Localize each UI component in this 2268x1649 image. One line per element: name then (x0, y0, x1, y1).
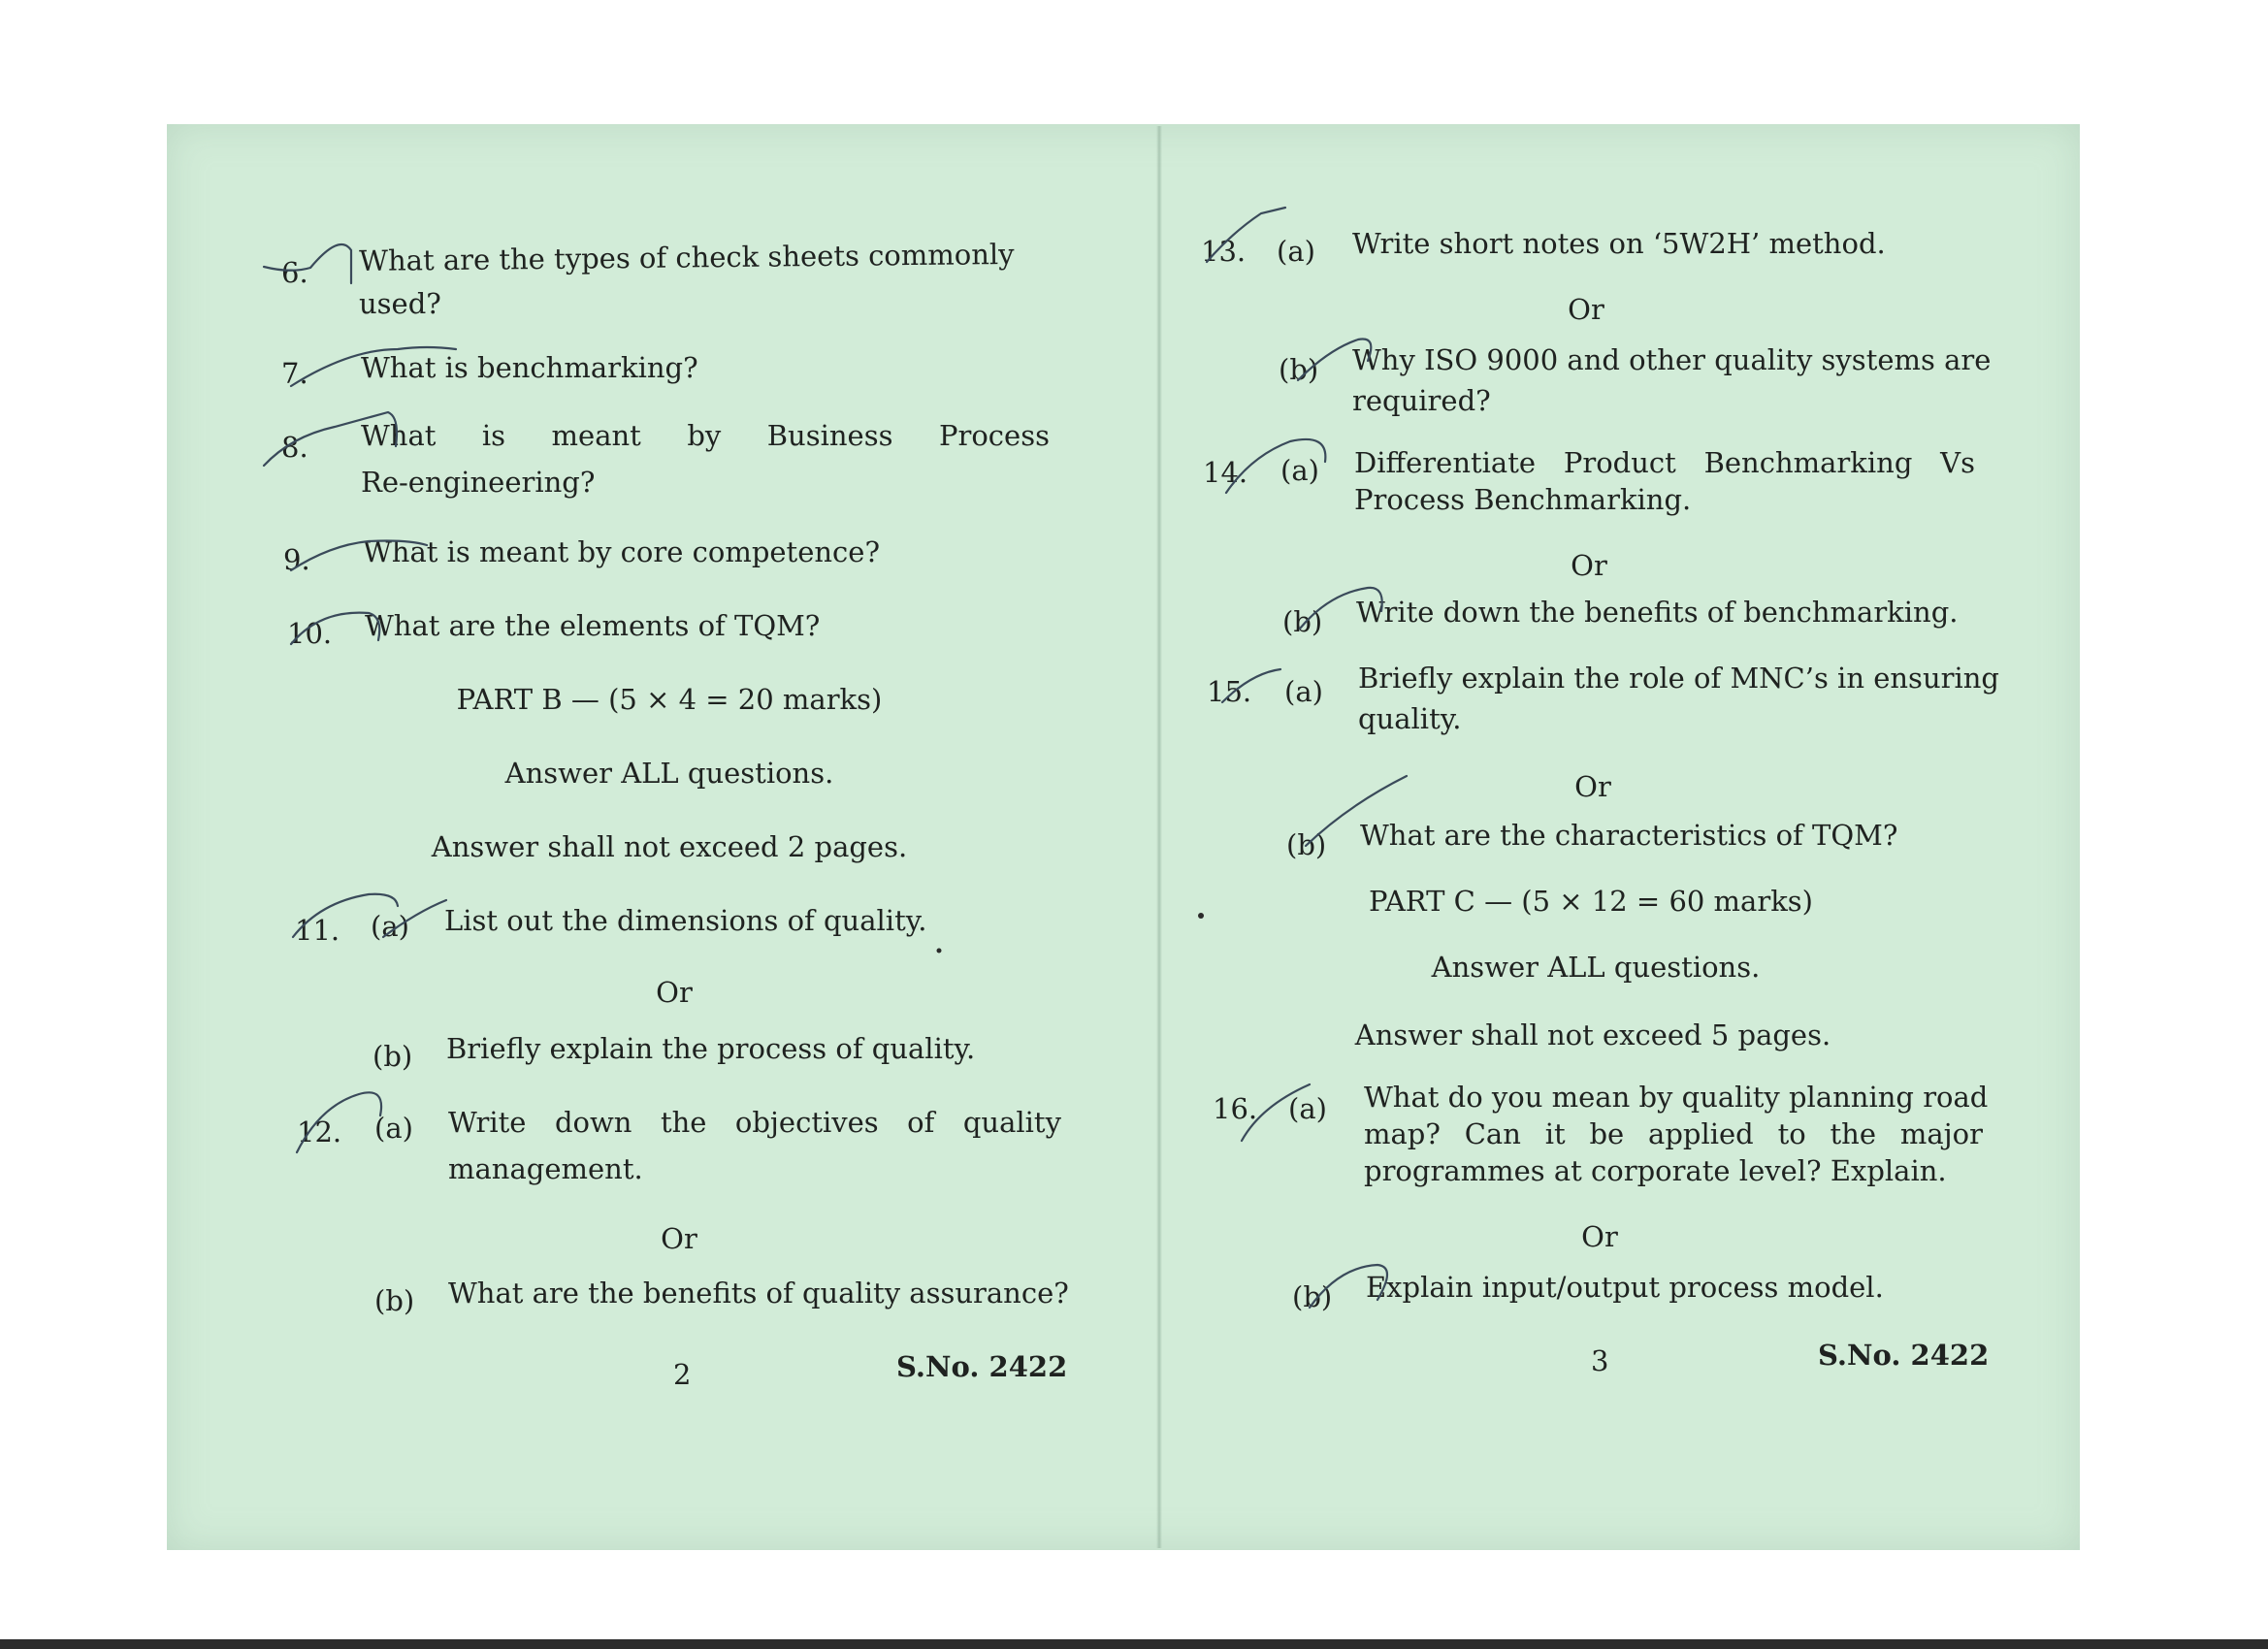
word: Process (938, 419, 1050, 452)
question-text: quality. (1358, 702, 1462, 735)
question-text-justified (1354, 444, 1975, 481)
or-divider: Or (1574, 770, 1611, 803)
word: meant (551, 419, 641, 452)
part-b-instruction: Answer ALL questions. (504, 757, 834, 790)
word: be (1589, 1117, 1625, 1150)
word: the (1830, 1117, 1877, 1150)
word: to (1777, 1117, 1806, 1150)
question-number: 11. (295, 914, 340, 947)
word: Can (1464, 1117, 1521, 1150)
or-divider: Or (1568, 293, 1604, 326)
option-label: (b) (373, 1040, 413, 1073)
word: the (660, 1106, 707, 1139)
option-label: (a) (1277, 235, 1315, 268)
option-label: (b) (1282, 605, 1323, 638)
question-text-justified (361, 417, 1050, 454)
question-text: What are the benefits of quality assurance? (448, 1277, 1069, 1310)
word: What (361, 419, 437, 452)
question-text: Write short notes on ‘5W2H’ method. (1352, 227, 1886, 260)
question-number: 6. (281, 256, 308, 289)
question-text: What are the elements of TQM? (365, 609, 821, 642)
question-text: Write down the benefits of benchmarking. (1356, 596, 1959, 629)
option-label: (a) (1280, 454, 1319, 487)
part-c-limit: Answer shall not exceed 5 pages. (1354, 1018, 1831, 1051)
serial-number: S.No. 2422 (896, 1350, 1068, 1383)
word: applied (1648, 1117, 1754, 1150)
option-label: (a) (374, 1112, 413, 1145)
part-c-instruction: Answer ALL questions. (1431, 951, 1761, 984)
word: by (687, 419, 722, 452)
word: quality (962, 1106, 1061, 1139)
or-divider: Or (661, 1222, 697, 1255)
option-label: (a) (371, 910, 409, 943)
word: Differentiate (1354, 446, 1537, 479)
word: Benchmarking (1703, 446, 1913, 479)
word: major (1899, 1117, 1983, 1150)
question-text: What is meant by core competence? (363, 535, 881, 568)
scanner-edge (0, 1639, 2268, 1649)
option-label: (b) (1279, 353, 1319, 386)
question-text: What are the types of check sheets commonly (359, 237, 1015, 277)
page-number: 2 (673, 1358, 692, 1391)
question-text: What do you mean by quality planning road (1364, 1081, 1989, 1114)
word: Product (1563, 446, 1676, 479)
word: is (481, 419, 506, 452)
or-divider: Or (1571, 549, 1607, 582)
option-label: (b) (1292, 1280, 1333, 1313)
question-text: List out the dimensions of quality. (444, 904, 927, 937)
question-text: Briefly explain the role of MNC’s in ensuring (1358, 662, 1999, 695)
question-text: Briefly explain the process of quality. (446, 1032, 976, 1065)
word: of (907, 1106, 935, 1139)
question-text: Why ISO 9000 and other quality systems are (1352, 343, 1992, 376)
part-b-title: PART B — (5 × 4 = 20 marks) (456, 683, 883, 716)
question-number: 9. (283, 543, 310, 576)
word: Vs (1940, 446, 1975, 479)
question-number: 16. (1213, 1092, 1258, 1125)
question-number: 13. (1201, 235, 1247, 268)
question-number: 12. (297, 1116, 342, 1148)
page-number: 3 (1591, 1344, 1609, 1377)
question-text: programmes at corporate level? Explain. (1364, 1154, 1947, 1187)
question-text: Process Benchmarking. (1354, 483, 1692, 516)
question-text: What are the characteristics of TQM? (1360, 819, 1898, 852)
question-number: 7. (281, 357, 308, 390)
question-text-justified (448, 1104, 1061, 1141)
word: Business (766, 419, 893, 452)
question-text: What is benchmarking? (361, 351, 698, 384)
question-text: management. (448, 1152, 643, 1185)
question-text-justified (1364, 1116, 1983, 1152)
question-number: 8. (281, 431, 308, 464)
option-label: (b) (374, 1284, 415, 1317)
question-text: Re-engineering? (361, 466, 596, 499)
serial-number: S.No. 2422 (1818, 1339, 1990, 1372)
question-number: 14. (1203, 456, 1248, 489)
word: down (554, 1106, 632, 1139)
word: Write (448, 1106, 527, 1139)
word: map? (1364, 1117, 1441, 1150)
word: objectives (734, 1106, 879, 1139)
question-text: required? (1352, 384, 1491, 417)
page-fold (1156, 126, 1162, 1548)
part-b-limit: Answer shall not exceed 2 pages. (431, 830, 908, 863)
question-number: 10. (287, 617, 333, 650)
word: it (1544, 1117, 1566, 1150)
or-divider: Or (656, 976, 693, 1009)
option-label: (b) (1286, 828, 1327, 861)
question-number: 15. (1207, 675, 1252, 708)
part-c-title: PART C — (5 × 12 = 60 marks) (1369, 885, 1813, 918)
question-text: used? (359, 287, 441, 320)
question-text: Explain input/output process model. (1366, 1271, 1884, 1304)
option-label: (a) (1284, 675, 1323, 708)
or-divider: Or (1581, 1220, 1618, 1253)
option-label: (a) (1288, 1092, 1327, 1125)
